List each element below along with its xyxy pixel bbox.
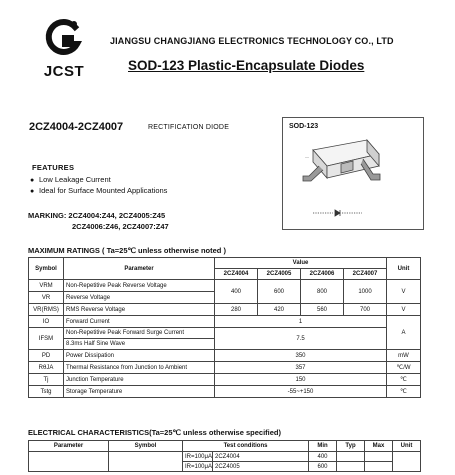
symbol-cell <box>109 452 183 472</box>
symbol-cell: Tstg <box>29 386 64 398</box>
header-part: 2CZ4007 <box>344 269 387 280</box>
unit-cell: A <box>387 316 421 350</box>
electrical-table <box>28 440 421 472</box>
marking-line-1: MARKING: 2CZ4004:Z44, 2CZ4005:Z45 <box>28 211 166 220</box>
value-cell: 1 <box>215 316 387 328</box>
features-heading: FEATURES <box>32 163 75 172</box>
parameter-cell: Non-Repetitive Peak Reverse Voltage <box>64 280 215 292</box>
symbol-cell: VR <box>29 292 64 304</box>
feature-text: Low Leakage Current <box>39 175 111 184</box>
typ-cell <box>337 452 365 462</box>
company-name: JIANGSU CHANGJIANG ELECTRONICS TECHNOLOGY CO., LTD <box>110 36 394 46</box>
parameter-cell: Non-Repetitive Peak Forward Surge Current <box>64 328 215 339</box>
header-max: Max <box>365 441 393 452</box>
header-symbol: Symbol <box>109 441 183 452</box>
parameter-cell: Power Dissipation <box>64 350 215 362</box>
unit-cell: mW <box>387 350 421 362</box>
bullet-icon: ● <box>30 177 35 184</box>
value-cell: -55~+150 <box>215 386 387 398</box>
document-title: SOD-123 Plastic-Encapsulate Diodes <box>128 58 365 73</box>
header-part: 2CZ4006 <box>301 269 344 280</box>
feature-text: Ideal for Surface Mounted Applications <box>39 186 168 195</box>
parameter-cell: Reverse Voltage <box>64 292 215 304</box>
header-parameter: Parameter <box>29 441 109 452</box>
symbol-cell: VR(RMS) <box>29 304 64 316</box>
typ-cell <box>337 462 365 472</box>
unit-cell: ℃ <box>387 374 421 386</box>
header-part: 2CZ4004 <box>215 269 258 280</box>
header-unit: Unit <box>387 258 421 280</box>
header-symbol: Symbol <box>29 258 64 280</box>
parameter-cell: Forward Current <box>64 316 215 328</box>
part-number: 2CZ4004-2CZ4007 <box>29 121 124 133</box>
header-typ: Typ <box>337 441 365 452</box>
sod123-body-icon <box>303 140 380 181</box>
value-cell: 7.5 <box>215 328 387 350</box>
value-cell: 400 <box>215 280 258 304</box>
header-value: Value <box>215 258 387 269</box>
symbol-cell: IFSM <box>29 328 64 350</box>
value-cell: 280 <box>215 304 258 316</box>
parameter-cell: Thermal Resistance from Junction to Ambient <box>64 362 215 374</box>
part-description: RECTIFICATION DIODE <box>148 124 230 131</box>
condition-part-cell: 2CZ4005 <box>213 462 309 472</box>
svg-text:—: — <box>305 154 309 159</box>
unit-cell: V <box>387 280 421 304</box>
header-test-conditions: Test conditions <box>183 441 309 452</box>
logo-mark-icon <box>44 18 84 58</box>
symbol-cell: Tj <box>29 374 64 386</box>
value-cell: 357 <box>215 362 387 374</box>
package-outline-box <box>282 117 424 230</box>
value-cell: 560 <box>301 304 344 316</box>
value-cell: 150 <box>215 374 387 386</box>
condition-part-cell: 2CZ4004 <box>213 452 309 462</box>
parameter-cell <box>29 452 109 472</box>
header-parameter: Parameter <box>64 258 215 280</box>
header-unit: Unit <box>393 441 421 452</box>
unit-cell: ℃ <box>387 386 421 398</box>
max-ratings-table <box>28 257 421 398</box>
bullet-icon: ● <box>30 188 35 195</box>
value-cell: 1000 <box>344 280 387 304</box>
min-cell: 600 <box>309 462 337 472</box>
symbol-cell: PD <box>29 350 64 362</box>
diode-symbol-icon <box>313 210 362 216</box>
unit-cell: ℃/W <box>387 362 421 374</box>
electrical-heading: ELECTRICAL CHARACTERISTICS(Ta=25℃ unless otherwise specified) <box>28 428 281 437</box>
parameter-cell: Junction Temperature <box>64 374 215 386</box>
max-cell <box>365 462 393 472</box>
unit-cell <box>393 452 421 472</box>
condition-cell: IR=100μA <box>183 452 213 462</box>
feature-item <box>30 186 167 195</box>
logo-text: JCST <box>43 63 85 80</box>
symbol-cell: RθJA <box>29 362 64 374</box>
condition-cell: IR=100μA <box>183 462 213 472</box>
value-cell: 350 <box>215 350 387 362</box>
value-cell: 600 <box>258 280 301 304</box>
symbol-cell: IO <box>29 316 64 328</box>
min-cell: 400 <box>309 452 337 462</box>
unit-cell: V <box>387 304 421 316</box>
max-cell <box>365 452 393 462</box>
package-drawing <box>283 118 425 231</box>
header-part: 2CZ4005 <box>258 269 301 280</box>
feature-item <box>30 175 111 184</box>
value-cell: 800 <box>301 280 344 304</box>
header-min: Min <box>309 441 337 452</box>
symbol-cell: VRM <box>29 280 64 292</box>
max-ratings-heading: MAXIMUM RATINGS ( Ta=25℃ unless otherwise noted ) <box>28 246 226 255</box>
parameter-cell: RMS Reverse Voltage <box>64 304 215 316</box>
parameter-cell: Storage Temperature <box>64 386 215 398</box>
company-logo <box>30 18 98 90</box>
value-cell: 700 <box>344 304 387 316</box>
package-label: SOD-123 <box>289 123 319 130</box>
value-cell: 420 <box>258 304 301 316</box>
marking-line-2: 2CZ4006:Z46, 2CZ4007:Z47 <box>72 222 169 231</box>
parameter-cell: 8.3ms Half Sine Wave <box>64 339 215 350</box>
